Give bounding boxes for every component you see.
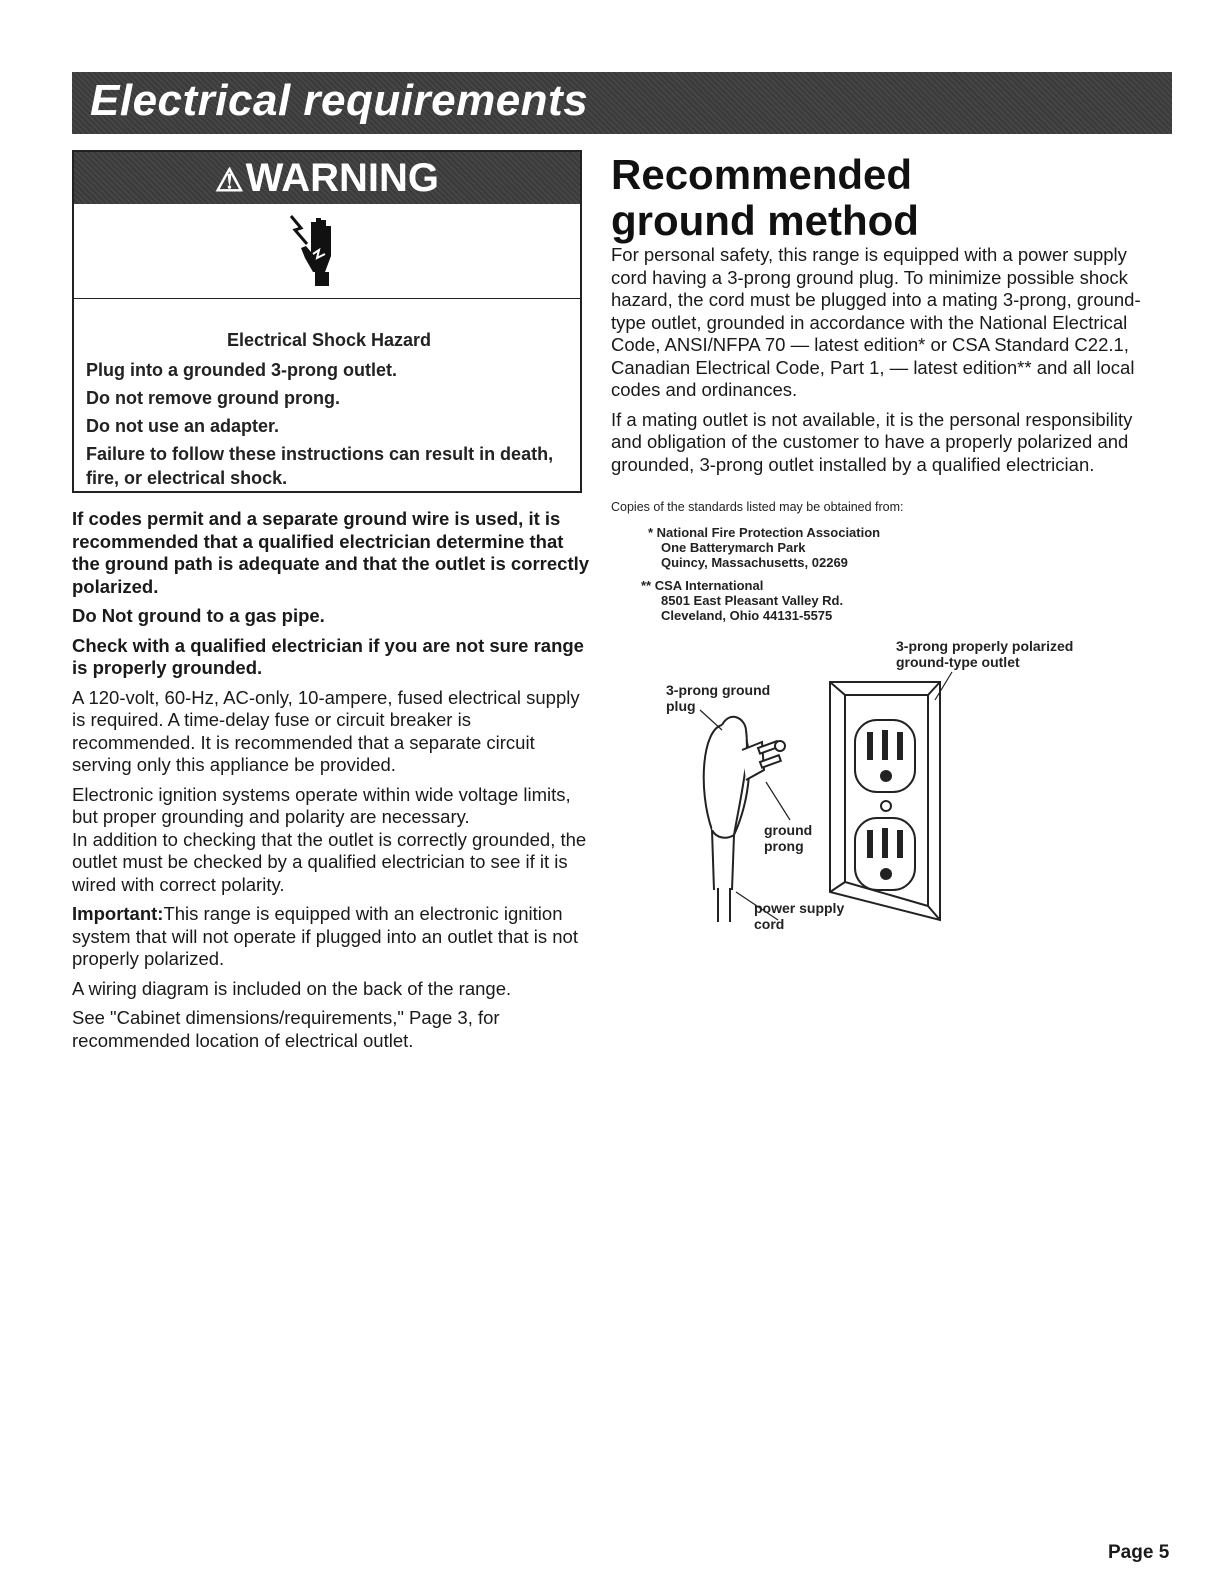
warning-word: WARNING xyxy=(245,156,439,200)
plug-label xyxy=(666,682,770,714)
paragraph: If a mating outlet is not available, it is the personal responsibility and obligation of the customer to have a properly polarized and grounded, 3-prong outlet installed by a qualified electrician. xyxy=(611,408,1133,475)
label-line: 3-prong properly polarized xyxy=(896,638,1074,654)
label-line: 3-prong ground xyxy=(666,682,771,698)
address-line: ** CSA International xyxy=(641,578,764,593)
power-cord-label xyxy=(754,900,844,932)
warning-line: Do not remove ground prong. xyxy=(86,388,340,408)
right-column xyxy=(611,244,1146,483)
banner-title: Electrical requirements xyxy=(90,76,589,125)
section-heading xyxy=(611,152,919,244)
paragraph: In addition to checking that the outlet is correctly grounded, the outlet must be checked by a qualified electrician to see if it is wired with correct polarity. xyxy=(72,828,587,895)
warning-header xyxy=(74,152,580,204)
hazard-title: Electrical Shock Hazard xyxy=(226,330,432,350)
plug-outlet-diagram xyxy=(650,630,1100,950)
address-nfpa xyxy=(648,525,880,570)
page-number: Page 5 xyxy=(1108,1542,1170,1563)
label-line: prong xyxy=(764,838,804,854)
address-line: Cleveland, Ohio 44131-5575 xyxy=(661,608,833,623)
address-line: Quincy, Massachusetts, 02269 xyxy=(661,555,848,570)
paragraph: Check with a qualified electrician if you are not sure range is properly grounded. xyxy=(72,634,584,678)
heading-line: ground method xyxy=(611,197,919,244)
paragraph: For personal safety, this range is equipped with a power supply cord having a 3-prong ground plug. To minimize possible shock hazard, the cord must be plugged into a mating 3-prong, ground-type outlet, grounded in accordance with the National Electrical Code, ANSI/NFPA 70 — latest edition* or CSA Standard C22.1, Canadian Electrical Code, Part 1, — latest edition** and all local codes and ordinances. xyxy=(611,244,1141,400)
important-text: This range is equipped with an electronic ignition system that will not operate if plugged into an outlet that is not properly polarized. xyxy=(72,903,578,969)
left-column xyxy=(72,508,592,1059)
ground-prong-label xyxy=(764,822,812,854)
warning-icon-area xyxy=(74,204,580,299)
electrical-shock-hand-icon xyxy=(287,214,347,290)
label-line: power supply xyxy=(754,900,845,916)
paragraph: If codes permit and a separate ground wire is used, it is recommended that a qualified electrician determine that the ground path is adequate and that the outlet is correctly polarized. xyxy=(72,508,590,597)
outlet-label xyxy=(896,638,1073,670)
plug-icon xyxy=(704,717,785,922)
address-csa xyxy=(641,578,843,623)
label-line: plug xyxy=(666,698,696,714)
label-line: cord xyxy=(754,916,785,932)
warning-line: Plug into a grounded 3-prong outlet. xyxy=(86,360,397,380)
paragraph: A 120-volt, 60-Hz, AC-only, 10-ampere, fused electrical supply is required. A time-delay fuse or circuit breaker is recommended. It is recommended that a separate circuit serving only this appliance be provided. xyxy=(72,686,580,775)
address-line: 8501 East Pleasant Valley Rd. xyxy=(661,593,844,608)
warning-triangle-icon: ⚠ xyxy=(214,162,244,198)
address-line: * National Fire Protection Association xyxy=(648,525,881,540)
label-line: ground-type outlet xyxy=(896,654,1020,670)
important-label: Important: xyxy=(72,903,164,924)
warning-line: Do not use an adapter. xyxy=(86,416,280,436)
paragraph: See "Cabinet dimensions/requirements," Page 3, for recommended location of electrical outlet. xyxy=(72,1007,500,1051)
paragraph: Do Not ground to a gas pipe. xyxy=(72,605,325,626)
paragraph: A wiring diagram is included on the back of the range. xyxy=(72,977,512,999)
plug-outlet-illustration xyxy=(650,630,1100,950)
address-line: One Batterymarch Park xyxy=(661,540,806,555)
section-banner xyxy=(72,72,1172,134)
copies-note: Copies of the standards listed may be obtained from: xyxy=(611,500,904,514)
paragraph-important xyxy=(72,903,592,971)
warning-box xyxy=(72,150,582,493)
label-line: ground xyxy=(764,822,813,838)
warning-line: Failure to follow these instructions can result in death, fire, or electrical shock. xyxy=(86,444,554,488)
paragraph: Electronic ignition systems operate within wide voltage limits, but proper grounding and polarity are necessary. xyxy=(72,783,571,827)
outlet-icon xyxy=(830,682,940,920)
heading-line: Recommended xyxy=(611,151,913,198)
